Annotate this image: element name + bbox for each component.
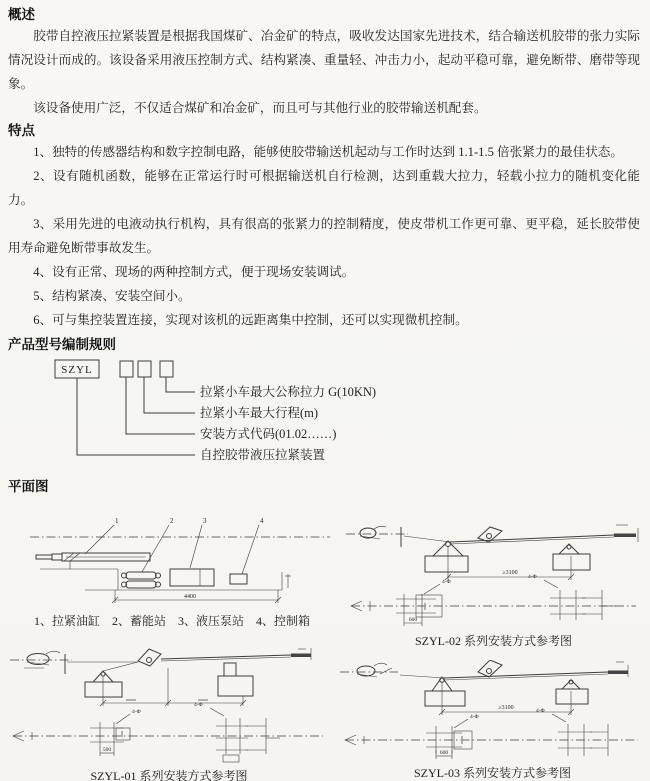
bolt-callout-right: 4-Φ [528, 574, 537, 580]
plan-view [345, 708, 638, 759]
bolt-callout-left: 4-Φ [132, 709, 141, 715]
bolt-callout-right: 4-Φ [536, 708, 545, 714]
span-dim-text: ≥3100 [498, 705, 514, 711]
szyl01-caption: SZYL-01 系列安装方式参考图 [90, 769, 248, 781]
feature-item: 3、采用先进的电液动执行机构，具有很高的张紧力的控制精度，使皮带机工作更可靠、更平稳，延长胶带使用寿命避免断带事故发生。 [8, 217, 640, 255]
bolt-dim-text: 600 [408, 617, 418, 623]
tension-cylinder [36, 553, 150, 561]
span-dimension [439, 682, 574, 715]
pump-station [170, 569, 214, 586]
side-view [10, 648, 311, 697]
plan-heading: 平面图 [8, 479, 49, 494]
figure-szyl-01 [8, 648, 330, 781]
bolt-dim-text: 500 [102, 747, 112, 753]
model-callout-labels [200, 384, 376, 462]
plan-dim-text: 4400 [184, 594, 196, 600]
side-view [346, 525, 638, 572]
control-box [230, 574, 247, 584]
bolt-group-right [216, 718, 280, 762]
bolt-dim-text: 600 [439, 750, 449, 756]
concrete-foundation-right [218, 676, 253, 696]
side-view [340, 660, 628, 706]
feature-item: 6、可与集控装置连接，实现对该机的远距离集中控制，还可以实现微机控制。 [33, 313, 468, 327]
overview-paragraph-1: 胶带自控液压拉紧装置是根据我国煤矿、冶金矿的特点，吸收发达国家先进技术，结合输送机胶带的张力实际情况设计而成的。该设备采用液压控制方式、结构紧凑、重量轻、冲击力小，起动平稳可靠，避免断带、磨带等现象。 [8, 29, 640, 91]
model-label-mount-code: 安装方式代码(01.02……) [200, 427, 337, 441]
model-prefix-text: SZYL [61, 364, 93, 376]
callout-3: 3 [203, 517, 207, 525]
concrete-foundation-left [425, 556, 468, 572]
callout-2: 2 [170, 517, 174, 525]
overview-paragraph-2: 该设备使用广泛，不仅适合煤矿和冶金矿，而且可与其他行业的胶带输送机配套。 [33, 101, 487, 115]
plan-callout-numbers [85, 517, 264, 574]
szyl02-caption: SZYL-02 系列安装方式参考图 [415, 634, 572, 648]
concrete-foundation-left [85, 682, 122, 697]
bolt-dimension [100, 747, 114, 756]
feature-item: 4、设有正常、现场的两种控制方式，便于现场安装调试。 [33, 265, 355, 279]
plan-view [13, 702, 323, 762]
concrete-foundation-right [556, 689, 588, 704]
anchor-bar [291, 654, 311, 658]
bolt-group-right [550, 590, 616, 620]
callout-4: 4 [260, 517, 264, 525]
feature-item: 1、独特的传感器结构和数字控制电路，能够使胶带输送机起动与工作时达到 1.1-1.5 倍张紧力的最佳状态。 [33, 145, 623, 159]
model-label-device: 自控胶带液压拉紧装置 [200, 448, 326, 462]
plan-dimension [112, 590, 281, 603]
concrete-foundation-left [425, 691, 465, 706]
bolt-dimension [436, 750, 452, 759]
anchor-bar [608, 671, 628, 675]
bolt-dimension [404, 617, 422, 626]
features-heading: 特点 [8, 123, 35, 138]
szyl03-caption: SZYL-03 系列安装方式参考图 [414, 766, 571, 780]
span-dimension [445, 546, 574, 580]
accumulator-station [122, 572, 161, 588]
features-list [0, 140, 650, 332]
model-prefix-box [55, 360, 99, 378]
span-dim-text: ≥3100 [502, 570, 518, 576]
overview-heading: 概述 [8, 7, 35, 22]
bolt-callout-left: 4-Φ [442, 579, 451, 585]
figure-plan-layout [30, 512, 330, 628]
model-code-heading: 产品型号编制规则 [8, 337, 116, 352]
bolt-callout-left: 4-Φ [470, 714, 479, 720]
bolt-group-left [90, 722, 130, 748]
figure-szyl-03 [340, 660, 645, 780]
feature-item: 2、设有随机函数，能够在正常运行时可根据输送机自行检测，达到重载大拉力，轻载小拉力的随机变化能力。 [8, 169, 640, 207]
model-connector-lines [77, 377, 195, 455]
figure-szyl-02 [346, 520, 641, 648]
model-label-pull-force: 拉紧小车最大公称拉力 G(10KN) [200, 385, 377, 399]
bolt-callout-right: 4-Φ [194, 702, 203, 708]
model-digit-boxes [120, 361, 173, 377]
anchor-bar [614, 534, 636, 538]
frame-lines [40, 561, 291, 590]
plan-legend: 1、拉紧油缸 2、蓄能站 3、液压泵站 4、控制箱 [33, 614, 310, 628]
figures-area [0, 500, 650, 781]
feature-item: 5、结构紧凑、安装空间小。 [33, 289, 191, 303]
plan-view [351, 574, 636, 626]
callout-1: 1 [115, 517, 119, 525]
model-code-diagram [0, 356, 640, 478]
concrete-foundation-right [553, 554, 590, 570]
model-label-travel: 拉紧小车最大行程(m) [200, 406, 319, 420]
